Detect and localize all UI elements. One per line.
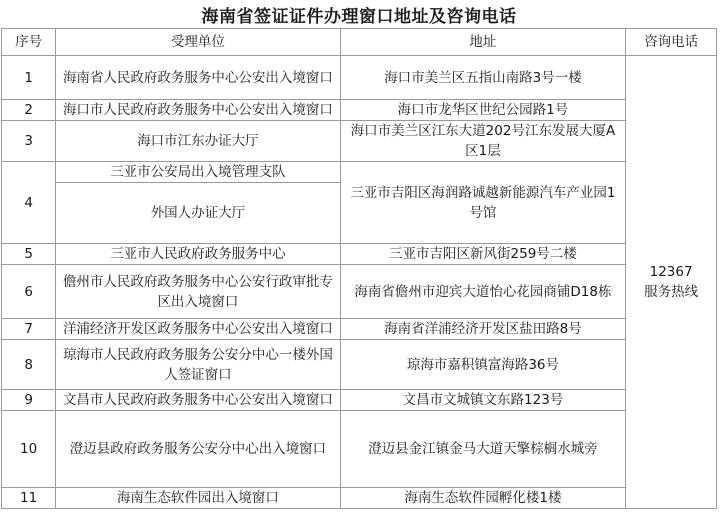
row-no: 11: [2, 488, 56, 509]
table-row: [2, 100, 717, 121]
row-addr: 海口市美兰区江东大道202号江东发展大厦A区1层: [340, 121, 626, 162]
row-unit: 海口市人民政府政务服务中心公安出入境窗口: [56, 100, 340, 121]
table-row: [2, 488, 717, 509]
row-no: 6: [2, 265, 56, 319]
row-addr: 海南省洋浦经济开发区盐田路8号: [340, 319, 626, 340]
header-addr: 地址: [340, 29, 626, 56]
row-unit: 海南生态软件园出入境窗口: [56, 488, 340, 509]
row-unit: 琼海市人民政府政务服务公安分中心一楼外国人签证窗口: [56, 340, 340, 390]
phone-service-label: 服务热线: [644, 284, 699, 300]
header-tel: 咨询电话: [626, 29, 717, 56]
row-unit: 文昌市人民政府政务服务中心公安出入境窗口: [56, 390, 340, 411]
table-row: [2, 319, 717, 340]
row-no: 4: [2, 162, 56, 244]
table-row: [2, 411, 717, 488]
row-addr: 三亚市吉阳区海润路诚越新能源汽车产业园1号馆: [340, 162, 626, 244]
row-unit: 洋浦经济开发区政务服务中心公安出入境窗口: [56, 319, 340, 340]
row-unit-secondary: 外国人办证大厅: [56, 183, 340, 244]
table-header-row: [2, 29, 717, 56]
table-row: [2, 265, 717, 319]
table-row: [2, 162, 717, 183]
row-no: 9: [2, 390, 56, 411]
phone-number: 12367: [649, 264, 693, 280]
row-addr: 三亚市吉阳区新风街259号二楼: [340, 244, 626, 265]
row-unit: 海南省人民政府政务服务中心公安出入境窗口: [56, 56, 340, 100]
consult-phone-cell: [626, 56, 717, 509]
row-no: 8: [2, 340, 56, 390]
row-unit: 三亚市人民政府政务服务中心: [56, 244, 340, 265]
row-unit: 海口市江东办证大厅: [56, 121, 340, 162]
row-addr: 琼海市嘉积镇富海路36号: [340, 340, 626, 390]
table-row: [2, 121, 717, 162]
table-row: [2, 244, 717, 265]
table-row: [2, 390, 717, 411]
document-title: 海南省签证证件办理窗口地址及咨询电话: [201, 7, 517, 27]
row-unit: 三亚市公安局出入境管理支队: [56, 162, 340, 183]
row-addr: 海口市美兰区五指山南路3号一楼: [340, 56, 626, 100]
row-no: 5: [2, 244, 56, 265]
row-no: 3: [2, 121, 56, 162]
document-sheet: [1, 1, 719, 511]
row-unit: 儋州市人民政府政务服务中心公安行政审批专区出入境窗口: [56, 265, 340, 319]
header-unit: 受理单位: [56, 29, 340, 56]
row-no: 2: [2, 100, 56, 121]
row-addr: 海南省儋州市迎宾大道怡心花园商铺D18栋: [340, 265, 626, 319]
row-no: 1: [2, 56, 56, 100]
row-unit: 澄迈县政府政务服务公安分中心出入境窗口: [56, 411, 340, 488]
header-no: 序号: [2, 29, 56, 56]
row-no: 7: [2, 319, 56, 340]
contact-table: [1, 28, 717, 509]
row-addr: 澄迈县金江镇金马大道天擎棕榈水城旁: [340, 411, 626, 488]
table-row: [2, 340, 717, 390]
row-addr: 海南生态软件园孵化楼1楼: [340, 488, 626, 509]
row-no: 10: [2, 411, 56, 488]
row-addr: 文昌市文城镇文东路123号: [340, 390, 626, 411]
row-addr: 海口市龙华区世纪公园路1号: [340, 100, 626, 121]
table-row: [2, 56, 717, 100]
